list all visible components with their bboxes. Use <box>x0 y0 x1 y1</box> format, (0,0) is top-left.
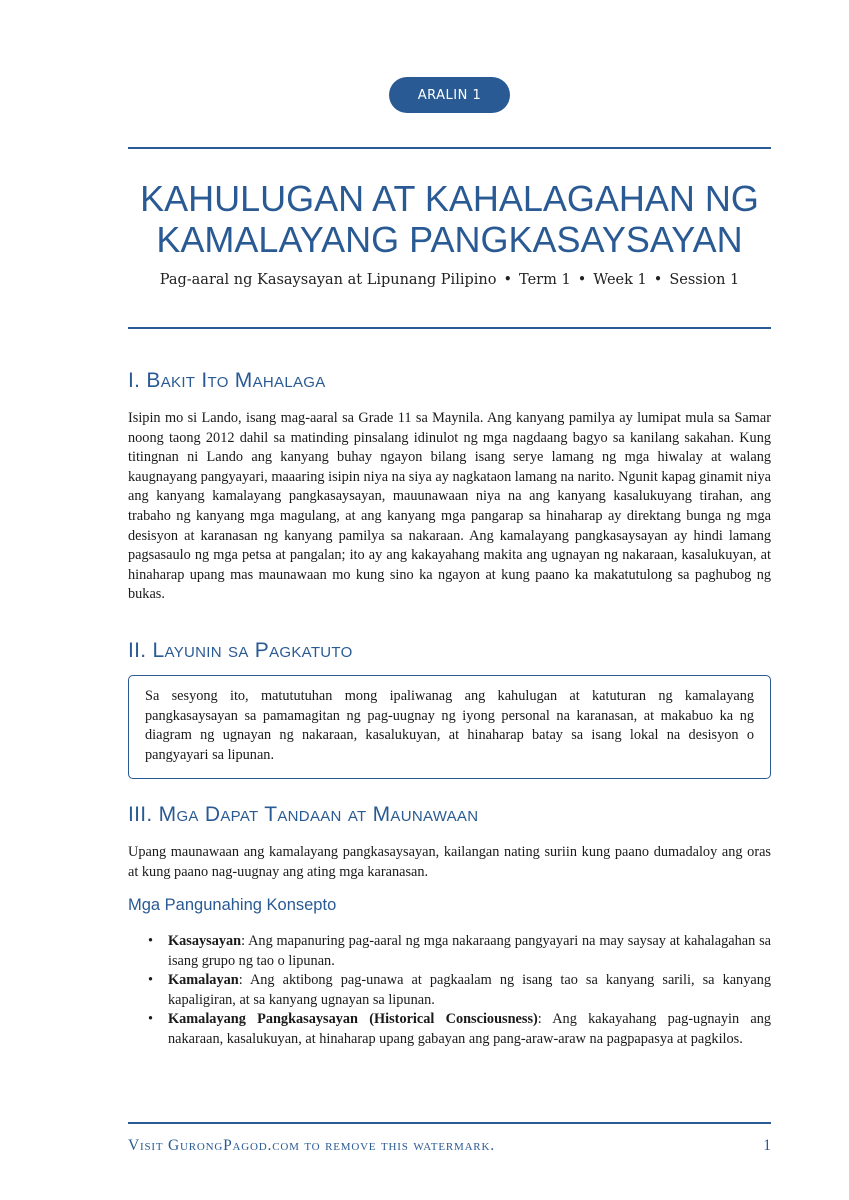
header-top-rule <box>128 147 771 149</box>
subtitle-term: Term 1 <box>519 272 571 288</box>
footer-watermark: Visit GurongPagod.com to remove this watermark. <box>128 1137 495 1154</box>
objective-text: Sa sesyong ito, matututuhan mong ipaliwanag ang kahulugan at katuturan ng kamalayang pangkasaysayan sa pamamagitan ng pag-uugnay ng iyong personal na karanasan, at makabuo ka ng diagram ng ugnayan ng nakaraan, kasalukuyan, at hinaharap batay sa isang lokal na desisyon o pangyayari sa lipunan. <box>145 688 754 763</box>
concept-term: Kasaysayan <box>168 933 242 949</box>
subtitle-separator: • <box>503 272 513 288</box>
list-item <box>128 971 771 1010</box>
subtitle-separator: • <box>577 272 587 288</box>
concept-term: Kamalayan <box>168 972 239 989</box>
concept-list <box>128 932 771 1050</box>
bullet-icon: • <box>148 972 154 989</box>
page-number: 1 <box>763 1137 771 1154</box>
header-bottom-rule <box>128 327 771 329</box>
subsection-heading-concepts: Mga Pangunahing Konsepto <box>128 896 337 914</box>
footer-rule <box>128 1122 771 1124</box>
lesson-badge: ARALIN 1 <box>389 77 510 113</box>
section-heading-learning-objective: II. Layunin sa Pagkatuto <box>128 639 353 662</box>
concept-definition: : Ang kakayahang pag-ugnayin ang nakaraan, kasalukuyan, at hinaharap upang gabayan ang pang-araw-araw na pagpapasya at pagkilos. <box>168 1011 772 1047</box>
page-subtitle <box>128 272 771 288</box>
section-body-why-important: Isipin mo si Lando, isang mag-aaral sa Grade 11 sa Maynila. Ang kanyang pamilya ay lumipat mula sa Samar noong taong 2012 dahil sa matinding pinsalang idinulot ng mga nagdaang bagyo sa kanilang sakahan. Kung titingnan ni Lando ang kanyang buhay ngayon bilang isang serye lamang ng mga hiwalay at walang kaugnayang pangyayari, maaaring isipin niya na siya ay nagkataon lamang na narito. Ngunit kapag ginamit niya ang kanyang kamalayang pangkasaysayan, mauunawaan niya na ang kanyang kasalukuyang tirahan, ang trabaho ng kanyang mga magulang, at ang kanyang mga pangarap sa hinaharap ay direktang bunga ng mga desisyon at karanasan ng kanyang pamilya sa nakaraan. Ang kamalayang pangkasaysayan ay hindi lamang pagsasaulo ng mga petsa at pangalan; ito ay ang kakayahang makita ang ugnayan ng nakaraan, kasalukuyan, at hinaharap upang mas maunawaan mo kung sino ka ngayon at kung paano ka makatutulong sa paghubog ng bukas. <box>128 410 771 603</box>
concept-term: Kamalayang Pangkasaysayan (Historical Consciousness) <box>168 1011 538 1028</box>
subtitle-session: Session 1 <box>669 272 740 288</box>
page-title: KAHULUGAN AT KAHALAGAHAN NG KAMALAYANG PANGKASAYSAYAN <box>140 178 759 260</box>
concept-definition: : Ang aktibong pag-unawa at pagkaalam ng isang tao sa kanyang sarili, sa kanyang kapaligiran, at sa kanyang ugnayan sa lipunan. <box>168 972 771 1008</box>
bullet-icon: • <box>148 1011 154 1028</box>
subtitle-separator: • <box>653 272 663 288</box>
objective-box <box>128 675 771 779</box>
subtitle-course: Pag-aaral ng Kasaysayan at Lipunang Pilipino <box>159 272 497 288</box>
section-heading-key-points: III. Mga Dapat Tandaan at Maunawaan <box>128 803 479 826</box>
list-item <box>128 932 771 971</box>
bullet-icon: • <box>148 933 154 949</box>
section-body-key-points: Upang maunawaan ang kamalayang pangkasaysayan, kailangan nating suriin kung paano dumadaloy ang oras at kung paano nag-uugnay ang ating mga karanasan. <box>128 844 771 880</box>
concept-definition: : Ang mapanuring pag-aaral ng mga nakaraang pangyayari na may saysay at kahalagahan sa isang grupo ng tao o lipunan. <box>168 933 771 969</box>
section-heading-why-important: I. Bakit Ito Mahalaga <box>128 369 326 392</box>
subtitle-week: Week 1 <box>593 272 647 288</box>
list-item <box>128 1010 771 1049</box>
